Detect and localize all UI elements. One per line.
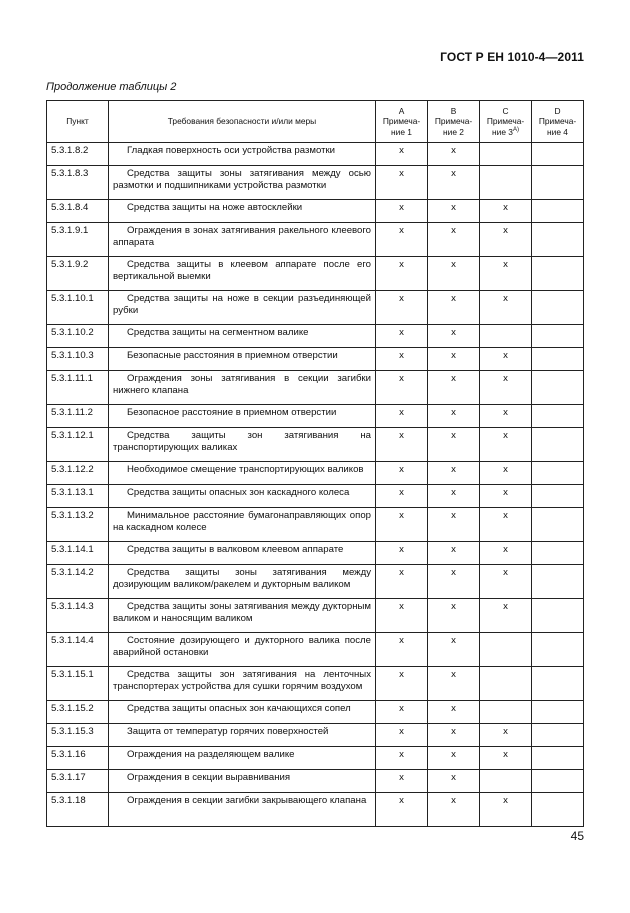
- row-mark-c: [480, 633, 532, 667]
- row-mark-b: x: [428, 348, 480, 371]
- row-punkt: 5.3.1.14.1: [47, 542, 109, 565]
- row-mark-a: x: [376, 565, 428, 599]
- row-mark-a: x: [376, 200, 428, 223]
- row-mark-b: x: [428, 143, 480, 166]
- table-row: [47, 462, 584, 485]
- table-row: [47, 770, 584, 793]
- row-mark-a: x: [376, 485, 428, 508]
- row-mark-d: [532, 325, 584, 348]
- row-mark-b: x: [428, 724, 480, 747]
- row-mark-d: [532, 405, 584, 428]
- row-requirement: Ограждения зоны затягивания в секции загибки нижнего клапана: [109, 371, 376, 405]
- row-requirement: Ограждения в зонах затягивания ракельного клеевого аппарата: [109, 223, 376, 257]
- row-punkt: 5.3.1.16: [47, 747, 109, 770]
- row-mark-d: [532, 257, 584, 291]
- document-code: ГОСТ Р ЕН 1010-4—2011: [440, 50, 584, 64]
- row-mark-b: x: [428, 508, 480, 542]
- table-row: [47, 599, 584, 633]
- row-mark-a: x: [376, 371, 428, 405]
- col-a-letter: A: [398, 105, 405, 116]
- table-row: [47, 747, 584, 770]
- row-mark-d: [532, 747, 584, 770]
- row-mark-c: [480, 325, 532, 348]
- table-row: [47, 485, 584, 508]
- row-mark-c: x: [480, 747, 532, 770]
- row-mark-d: [532, 701, 584, 724]
- row-mark-d: [532, 485, 584, 508]
- table-row: [47, 348, 584, 371]
- row-punkt: 5.3.1.8.4: [47, 200, 109, 223]
- table-row: [47, 724, 584, 747]
- row-mark-b: x: [428, 599, 480, 633]
- row-mark-b: x: [428, 793, 480, 827]
- row-requirement: Безопасное расстояние в приемном отверстии: [109, 405, 376, 428]
- row-mark-d: [532, 223, 584, 257]
- row-mark-a: x: [376, 542, 428, 565]
- table-caption: Продолжение таблицы 2: [46, 81, 177, 93]
- row-mark-a: x: [376, 143, 428, 166]
- row-mark-a: x: [376, 633, 428, 667]
- row-mark-c: x: [480, 348, 532, 371]
- table-row: [47, 428, 584, 462]
- row-punkt: 5.3.1.8.3: [47, 166, 109, 200]
- row-requirement: Средства защиты на ноже в секции разъединяющей рубки: [109, 291, 376, 325]
- row-mark-b: x: [428, 223, 480, 257]
- row-mark-d: [532, 770, 584, 793]
- page-number: 45: [570, 829, 584, 843]
- row-punkt: 5.3.1.8.2: [47, 143, 109, 166]
- row-mark-d: [532, 348, 584, 371]
- row-punkt: 5.3.1.15.1: [47, 667, 109, 701]
- row-requirement: Ограждения на разделяющем валике: [109, 747, 376, 770]
- col-c-note: Примеча-ние 3: [486, 116, 525, 137]
- header-punkt: Пункт: [47, 101, 109, 143]
- table-row: [47, 291, 584, 325]
- row-mark-b: x: [428, 325, 480, 348]
- row-requirement: Средства защиты зоны затягивания между дукторным валиком и наносящим валиком: [109, 599, 376, 633]
- row-mark-d: [532, 371, 584, 405]
- row-requirement: Ограждения в секции загибки закрывающего клапана: [109, 793, 376, 827]
- row-mark-b: x: [428, 667, 480, 701]
- table-row: [47, 325, 584, 348]
- row-mark-b: x: [428, 166, 480, 200]
- header-col-d: [532, 101, 584, 143]
- row-requirement: Средства защиты зон затягивания на ленточных транспортерах устройства для сушки горячим воздухом: [109, 667, 376, 701]
- col-b-note: Примеча-ние 2: [434, 116, 473, 137]
- row-punkt: 5.3.1.10.2: [47, 325, 109, 348]
- row-punkt: 5.3.1.9.1: [47, 223, 109, 257]
- row-mark-c: [480, 770, 532, 793]
- row-mark-b: x: [428, 462, 480, 485]
- row-mark-b: x: [428, 485, 480, 508]
- table-row: [47, 667, 584, 701]
- row-mark-c: [480, 701, 532, 724]
- table-row: [47, 223, 584, 257]
- table-row: [47, 701, 584, 724]
- table-row: [47, 793, 584, 827]
- table-row: [47, 371, 584, 405]
- row-punkt: 5.3.1.15.2: [47, 701, 109, 724]
- table-row: [47, 143, 584, 166]
- row-mark-a: x: [376, 793, 428, 827]
- row-requirement: Защита от температур горячих поверхностей: [109, 724, 376, 747]
- row-requirement: Средства защиты зон затягивания на транспортирующих валиках: [109, 428, 376, 462]
- row-mark-d: [532, 291, 584, 325]
- table-row: [47, 257, 584, 291]
- row-mark-c: x: [480, 371, 532, 405]
- row-mark-a: x: [376, 166, 428, 200]
- row-mark-d: [532, 599, 584, 633]
- row-mark-c: x: [480, 793, 532, 827]
- row-mark-d: [532, 667, 584, 701]
- row-punkt: 5.3.1.15.3: [47, 724, 109, 747]
- row-punkt: 5.3.1.14.4: [47, 633, 109, 667]
- row-mark-c: x: [480, 724, 532, 747]
- row-mark-a: x: [376, 348, 428, 371]
- row-mark-d: [532, 724, 584, 747]
- row-punkt: 5.3.1.13.2: [47, 508, 109, 542]
- col-c-footnote: A): [512, 126, 519, 133]
- row-mark-b: x: [428, 371, 480, 405]
- col-b-letter: B: [450, 105, 457, 116]
- row-mark-c: [480, 667, 532, 701]
- row-punkt: 5.3.1.10.1: [47, 291, 109, 325]
- row-mark-b: x: [428, 747, 480, 770]
- row-mark-b: x: [428, 428, 480, 462]
- row-mark-b: x: [428, 405, 480, 428]
- row-mark-c: [480, 166, 532, 200]
- row-requirement: Средства защиты в валковом клеевом аппарате: [109, 542, 376, 565]
- row-punkt: 5.3.1.14.2: [47, 565, 109, 599]
- row-mark-a: x: [376, 747, 428, 770]
- row-mark-d: [532, 565, 584, 599]
- row-mark-a: x: [376, 599, 428, 633]
- row-requirement: Минимальное расстояние бумагонаправляющих опор на каскадном колесе: [109, 508, 376, 542]
- row-mark-c: x: [480, 257, 532, 291]
- row-mark-b: x: [428, 701, 480, 724]
- table-row: [47, 405, 584, 428]
- row-mark-c: x: [480, 428, 532, 462]
- row-mark-d: [532, 428, 584, 462]
- row-punkt: 5.3.1.10.3: [47, 348, 109, 371]
- row-requirement: Безопасные расстояния в приемном отверстии: [109, 348, 376, 371]
- row-mark-b: x: [428, 257, 480, 291]
- row-mark-a: x: [376, 462, 428, 485]
- table-header-row: [47, 101, 584, 143]
- requirements-table: [46, 100, 584, 827]
- row-mark-d: [532, 143, 584, 166]
- row-requirement: Необходимое смещение транспортирующих валиков: [109, 462, 376, 485]
- row-requirement: Средства защиты зоны затягивания между дозирующим валиком/ракелем и дукторным валиком: [109, 565, 376, 599]
- table-row: [47, 565, 584, 599]
- row-punkt: 5.3.1.18: [47, 793, 109, 827]
- row-punkt: 5.3.1.12.2: [47, 462, 109, 485]
- header-col-b: [428, 101, 480, 143]
- row-mark-b: x: [428, 565, 480, 599]
- row-mark-a: x: [376, 667, 428, 701]
- row-punkt: 5.3.1.14.3: [47, 599, 109, 633]
- row-mark-a: x: [376, 405, 428, 428]
- row-mark-c: x: [480, 542, 532, 565]
- row-mark-a: x: [376, 724, 428, 747]
- header-col-c: [480, 101, 532, 143]
- table-row: [47, 508, 584, 542]
- row-mark-d: [532, 166, 584, 200]
- row-mark-a: x: [376, 223, 428, 257]
- row-punkt: 5.3.1.11.1: [47, 371, 109, 405]
- row-requirement: Ограждения в секции выравнивания: [109, 770, 376, 793]
- row-mark-c: x: [480, 485, 532, 508]
- col-c-letter: C: [502, 105, 509, 116]
- row-requirement: Средства защиты в клеевом аппарате после его вертикальной выемки: [109, 257, 376, 291]
- table-row: [47, 166, 584, 200]
- col-d-note: Примеча-ние 4: [538, 116, 577, 137]
- row-mark-a: x: [376, 770, 428, 793]
- row-requirement: Гладкая поверхность оси устройства размотки: [109, 143, 376, 166]
- row-mark-a: x: [376, 701, 428, 724]
- row-mark-c: x: [480, 200, 532, 223]
- row-punkt: 5.3.1.13.1: [47, 485, 109, 508]
- row-mark-a: x: [376, 428, 428, 462]
- row-mark-d: [532, 508, 584, 542]
- row-punkt: 5.3.1.9.2: [47, 257, 109, 291]
- row-punkt: 5.3.1.12.1: [47, 428, 109, 462]
- row-mark-d: [532, 200, 584, 223]
- col-a-note: Примеча-ние 1: [382, 116, 421, 137]
- row-mark-d: [532, 633, 584, 667]
- row-mark-c: x: [480, 405, 532, 428]
- row-requirement: Средства защиты опасных зон качающихся сопел: [109, 701, 376, 724]
- table-row: [47, 200, 584, 223]
- row-mark-d: [532, 542, 584, 565]
- row-mark-b: x: [428, 633, 480, 667]
- row-mark-c: x: [480, 508, 532, 542]
- table-body: [47, 143, 584, 827]
- row-mark-a: x: [376, 291, 428, 325]
- row-mark-a: x: [376, 508, 428, 542]
- row-mark-b: x: [428, 291, 480, 325]
- row-requirement: Средства защиты опасных зон каскадного колеса: [109, 485, 376, 508]
- row-requirement: Средства защиты зоны затягивания между осью размотки и подшипниками устройства размотки: [109, 166, 376, 200]
- row-mark-c: x: [480, 223, 532, 257]
- row-mark-c: [480, 143, 532, 166]
- row-requirement: Состояние дозирующего и дукторного валика после аварийной остановки: [109, 633, 376, 667]
- col-d-letter: D: [554, 105, 561, 116]
- row-mark-b: x: [428, 770, 480, 793]
- row-mark-d: [532, 462, 584, 485]
- row-mark-b: x: [428, 200, 480, 223]
- row-punkt: 5.3.1.11.2: [47, 405, 109, 428]
- row-requirement: Средства защиты на сегментном валике: [109, 325, 376, 348]
- row-mark-d: [532, 793, 584, 827]
- row-requirement: Средства защиты на ноже автосклейки: [109, 200, 376, 223]
- header-requirements: Требования безопасности и/или меры: [109, 101, 376, 143]
- row-mark-b: x: [428, 542, 480, 565]
- table-row: [47, 633, 584, 667]
- table-row: [47, 542, 584, 565]
- row-punkt: 5.3.1.17: [47, 770, 109, 793]
- row-mark-c: x: [480, 599, 532, 633]
- row-mark-c: x: [480, 565, 532, 599]
- row-mark-a: x: [376, 325, 428, 348]
- row-mark-c: x: [480, 462, 532, 485]
- header-col-a: [376, 101, 428, 143]
- row-mark-a: x: [376, 257, 428, 291]
- row-mark-c: x: [480, 291, 532, 325]
